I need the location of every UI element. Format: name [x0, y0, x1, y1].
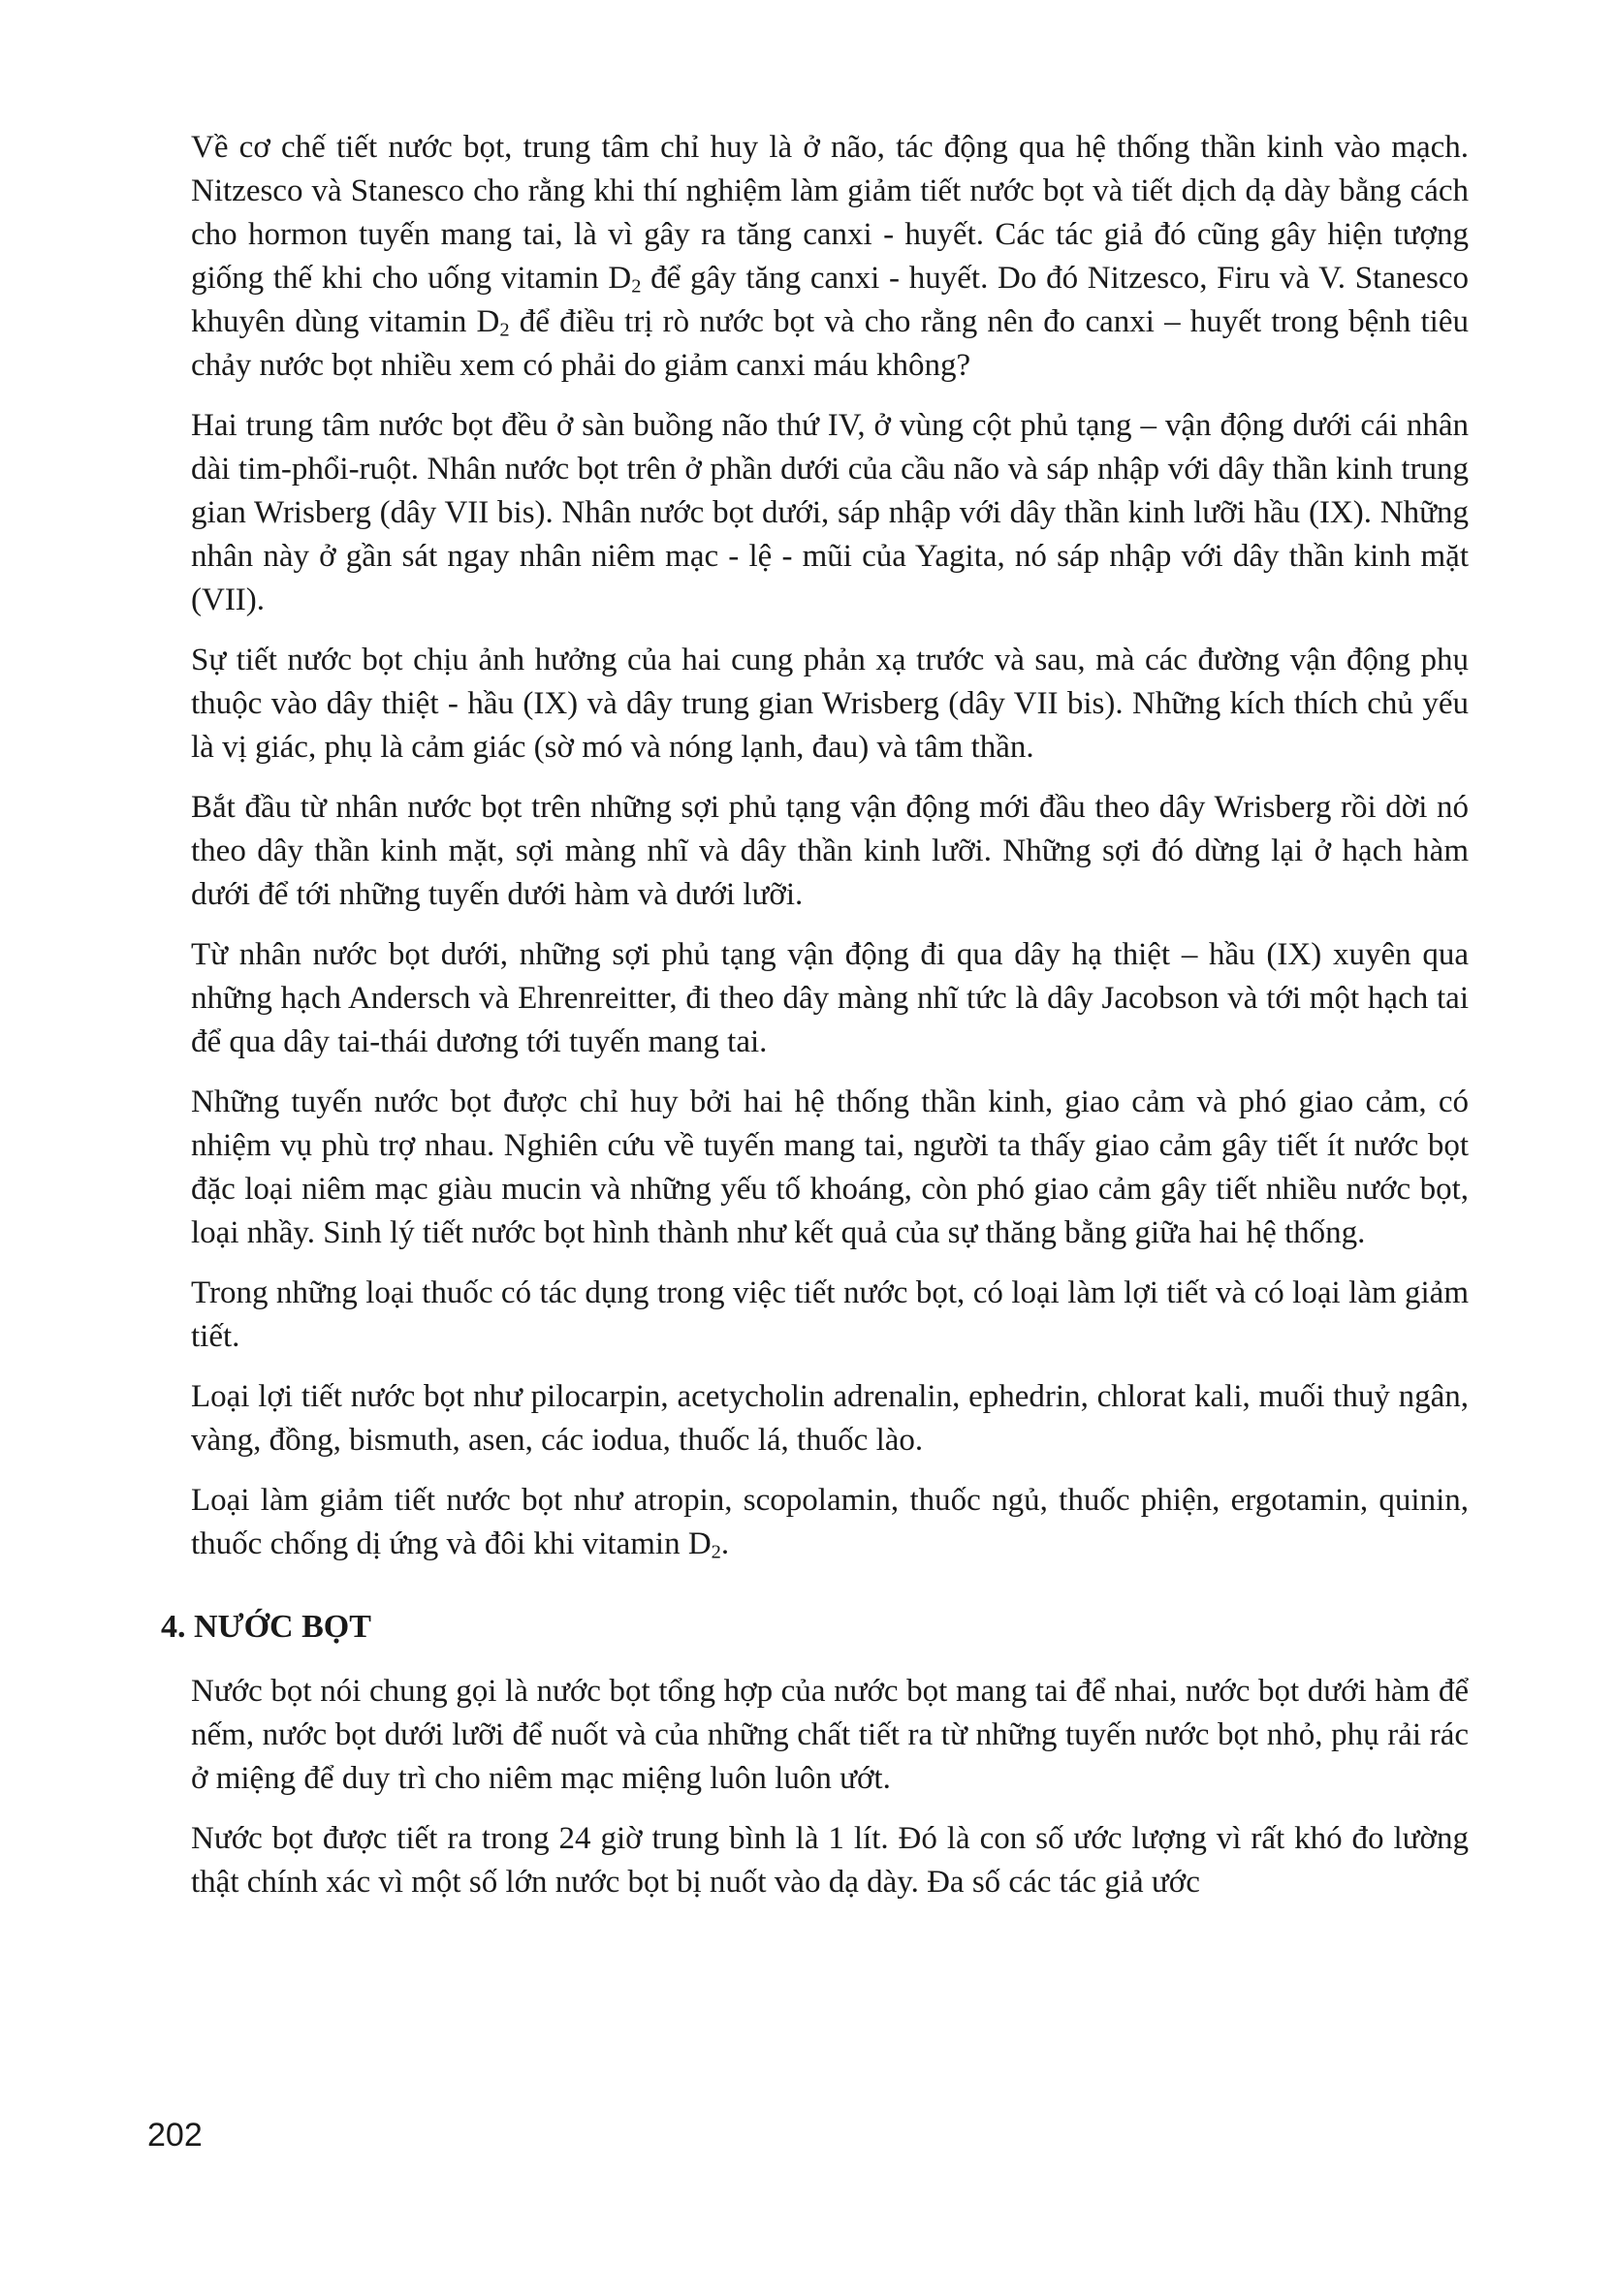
paragraph-inferior-nucleus-pathway: Từ nhân nước bọt dưới, những sợi phủ tạng vận động đi qua dây hạ thiệt – hầu (IX) xuyên qua những hạch Andersch và Ehrenreitter, đi theo dây màng nhĩ tức là dây Jacobson và tới một hạch tai để qua dây tai-thái dương tới tuyến mang tai. [191, 937, 1469, 1059]
section-heading: 4. NƯỚC BỌT [161, 1609, 371, 1645]
paragraph-sialogogue-drugs: Loại lợi tiết nước bọt như pilocarpin, acetycholin adrenalin, ephedrin, chlorat kali, muối thuỷ ngân, vàng, đồng, bismuth, asen, các iodua, thuốc lá, thuốc lào. [191, 1379, 1469, 1458]
paragraph-antisialogogue-drugs: Loại làm giảm tiết nước bọt như atropin, scopolamin, thuốc ngủ, thuốc phiện, ergotamin, quinin, thuốc chống dị ứng và đôi khi vitamin $D_2$. [191, 1483, 1469, 1563]
paragraph-superior-nucleus-pathway: Bắt đầu từ nhân nước bọt trên những sợi phủ tạng vận động mới đầu theo dây Wrisberg rồi dời nó theo dây thần kinh mặt, sợi màng nhĩ và dây thần kinh lưỡi. Những sợi đó dừng lại ở hạch hàm dưới để tới những tuyến dưới hàm và dưới lưỡi. [191, 790, 1469, 912]
paragraph-reflex-arcs: Sự tiết nước bọt chịu ảnh hưởng của hai cung phản xạ trước và sau, mà các đường vận động phụ thuộc vào dây thiệt - hầu (IX) và dây trung gian Wrisberg (dây VII bis). Những kích thích chủ yếu là vị giác, phụ là cảm giác (sờ mó và nóng lạnh, đau) và tâm thần. [191, 643, 1469, 765]
paragraph-drug-effects-intro: Trong những loại thuốc có tác dụng trong việc tiết nước bọt, có loại làm lợi tiết và có loại làm giảm tiết. [191, 1275, 1469, 1354]
paragraph-salivary-centers: Hai trung tâm nước bọt đều ở sàn buồng não thứ IV, ở vùng cột phủ tạng – vận động dưới cái nhân dài tim-phổi-ruột. Nhân nước bọt trên ở phần dưới của cầu não và sáp nhập với dây thần kinh trung gian Wrisberg (dây VII bis). Nhân nước bọt dưới, sáp nhập với dây thần kinh lưỡi hầu (IX). Những nhân này ở gần sát ngay nhân niêm mạc - lệ - mũi của Yagita, nó sáp nhập với dây thần kinh mặt (VII). [191, 408, 1469, 617]
page-body [161, 126, 1470, 1921]
paragraph-saliva-definition: Nước bọt nói chung gọi là nước bọt tổng hợp của nước bọt mang tai để nhai, nước bọt dưới hàm để nếm, nước bọt dưới lưỡi để nuốt và của những chất tiết ra từ những tuyến nước bọt nhỏ, phụ rải rác ở miệng để duy trì cho niêm mạc miệng luôn luôn ướt. [191, 1674, 1469, 1796]
page-number: 202 [147, 2117, 203, 2154]
paragraph-saliva-volume: Nước bọt được tiết ra trong 24 giờ trung bình là 1 lít. Đó là con số ước lượng vì rất khó đo lường thật chính xác vì một số lớn nước bọt bị nuốt vào dạ dày. Đa số các tác giả ước [191, 1821, 1469, 1900]
paragraph-salivary-control-mechanism: Về cơ chế tiết nước bọt, trung tâm chỉ huy là ở não, tác động qua hệ thống thần kinh vào mạch. Nitzesco và Stanesco cho rằng khi thí nghiệm làm giảm tiết nước bọt và tiết dịch dạ dày bằng cách cho hormon tuyến mang tai, là vì gây ra tăng canxi - huyết. Các tác giả đó cũng gây hiện tượng giống thế khi cho uống vitamin $D_2$ để gây tăng canxi - huyết. Do đó Nitzesco, Firu và V. Stanesco khuyên dùng vitamin $D_2$ để điều trị rò nước bọt và cho rằng nên đo canxi – huyết trong bệnh tiêu chảy nước bọt nhiều xem có phải do giảm canxi máu không? [191, 130, 1470, 383]
paragraph-autonomic-control: Những tuyến nước bọt được chỉ huy bởi hai hệ thống thần kinh, giao cảm và phó giao cảm, có nhiệm vụ phù trợ nhau. Nghiên cứu về tuyến mang tai, người ta thấy giao cảm gây tiết ít nước bọt đặc loại niêm mạc giàu mucin và những yếu tố khoáng, còn phó giao cảm gây tiết nhiều nước bọt, loại nhầy. Sinh lý tiết nước bọt hình thành như kết quả của sự thăng bằng giữa hai hệ thống. [191, 1085, 1469, 1250]
